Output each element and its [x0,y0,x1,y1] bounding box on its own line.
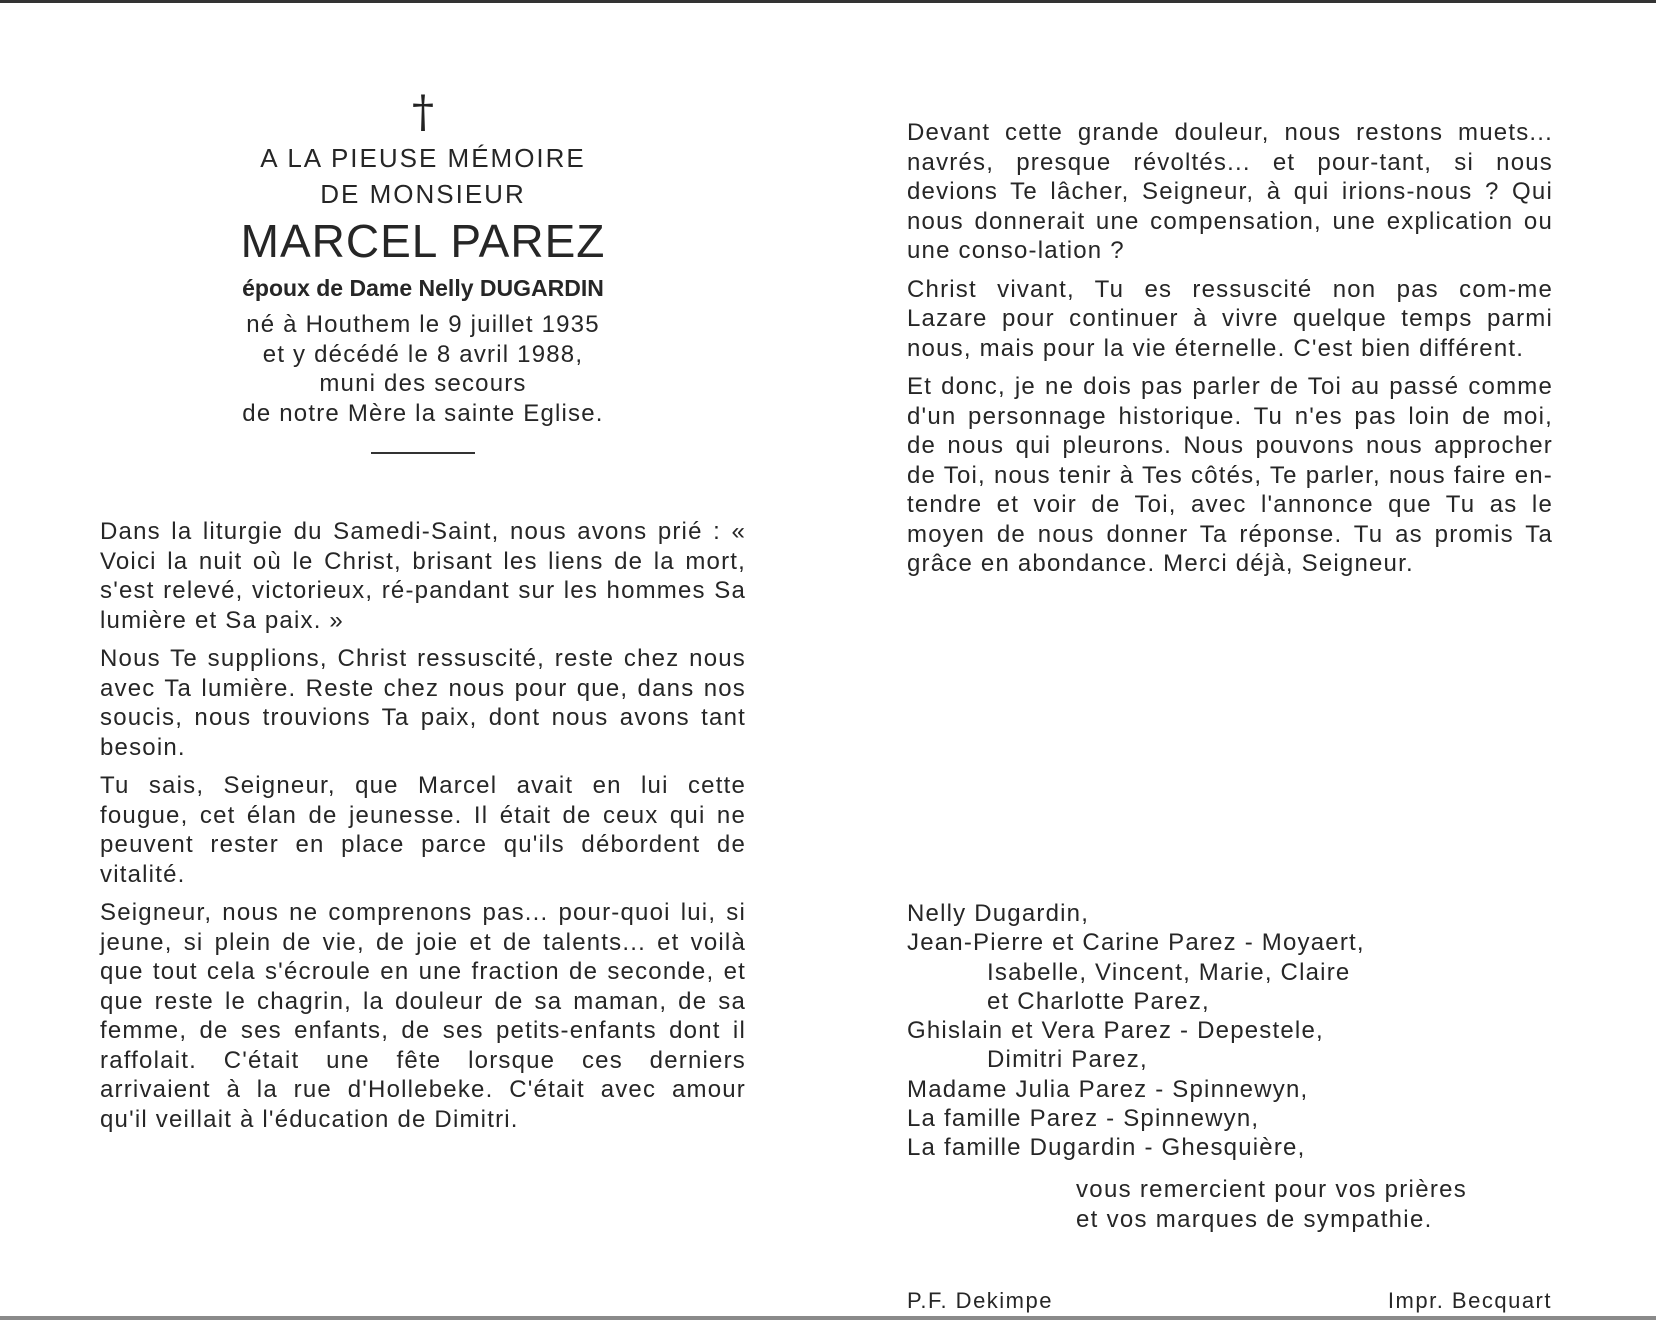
thanks-line: vous remercient pour vos prières [1076,1176,1468,1203]
paragraph: Devant cette grande douleur, nous restons muets... navrés, presque révoltés... et pour-tant, si nous devions Te lâcher, Seigneur, à qui irions-nous ? Qui nous donnerait une compensation, une explication ou une conso-lation ? [907,119,1553,264]
top-edge [0,0,1656,3]
right-column-text [907,118,1553,588]
signer-line: Madame Julia Parez - Spinnewyn, [907,1075,1309,1103]
signer-line: Jean-Pierre et Carine Parez - Moyaert, [907,929,1365,957]
signer-line: La famille Parez - Spinnewyn, [907,1105,1260,1133]
signer-line: La famille Dugardin - Ghesquière, [907,1134,1306,1162]
left-column-text [100,517,746,1143]
bottom-edge [0,1316,1656,1320]
paragraph: Seigneur, nous ne comprenons pas... pour-quoi lui, si jeune, si plein de vie, de joie et de talents... et voilà que tout cela s'écroule en une fraction de seconde, et que reste le chagrin, la douleur de sa maman, de sa femme, de ses enfants, de ses petits-enfants dont il raffolait. C'était une fête lorsque ces derniers arrivaient à la rue d'Hollebeke. C'était avec amour qu'il veillait à l'éducation de Dimitri. [100,899,746,1133]
thanks-block [1076,1175,1556,1234]
memory-line-1: A LA PIEUSE MÉMOIRE [260,143,586,173]
bio-line: et y décédé le 8 avril 1988, [262,340,584,368]
bio-block [100,310,746,428]
spouse-line: époux de Dame Nelly DUGARDIN [242,275,604,301]
bio-line: né à Houthem le 9 juillet 1935 [246,311,600,338]
signer-line: Ghislain et Vera Parez - Depestele, [907,1017,1324,1045]
signer-line: Nelly Dugardin, [907,900,1090,927]
signer-line: Dimitri Parez, [987,1046,1148,1074]
signer-line: et Charlotte Parez, [987,987,1210,1015]
paragraph: Christ vivant, Tu es ressuscité non pas com-me Lazare pour continuer à vivre quelque temps parmi nous, mais pour la vie éternelle. C'est bien différent. [907,275,1553,362]
thanks-line: et vos marques de sympathie. [1076,1205,1433,1233]
bio-line: muni des secours [319,370,527,397]
signer-line: Isabelle, Vincent, Marie, Claire [987,958,1351,986]
printer-credit: Impr. Becquart [1387,1288,1552,1313]
funeral-director: P.F. Dekimpe [907,1288,1053,1313]
family-signers [907,899,1553,1163]
bio-line: de notre Mère la sainte Eglise. [242,399,604,427]
memory-line-2: DE MONSIEUR [320,179,526,209]
memorial-header [100,88,746,454]
paragraph: Tu sais, Seigneur, que Marcel avait en lui cette fougue, cet élan de jeunesse. Il était de ceux qui ne peuvent rester en place parce qu'ils débordent de vitalité. [100,772,746,888]
paragraph: Nous Te supplions, Christ ressuscité, reste chez nous avec Ta lumière. Reste chez nous pour que, dans nos soucis, nous trouvions Ta paix, dont nous avons tant besoin. [100,645,746,761]
cross-icon: † [412,87,434,138]
paragraph: Dans la liturgie du Samedi-Saint, nous avons prié : « Voici la nuit où le Christ, brisant les liens de la mort, s'est relevé, victorieux, ré-pandant sur les hommes Sa lumière et Sa paix. » [100,518,746,634]
divider [371,452,475,454]
paragraph: Et donc, je ne dois pas parler de Toi au passé comme d'un personnage historique. Tu n'es pas loin de moi, de nous qui pleurons. Nous pouvons nous approcher de Toi, nous tenir à Tes côtés, Te parler, nous faire en-tendre et voir de Toi, avec l'annonce que Tu as le moyen de nous donner Ta réponse. Tu as promis Ta grâce en abondance. Merci déjà, Seigneur. [907,373,1553,577]
deceased-name: MARCEL PAREZ [240,215,606,267]
